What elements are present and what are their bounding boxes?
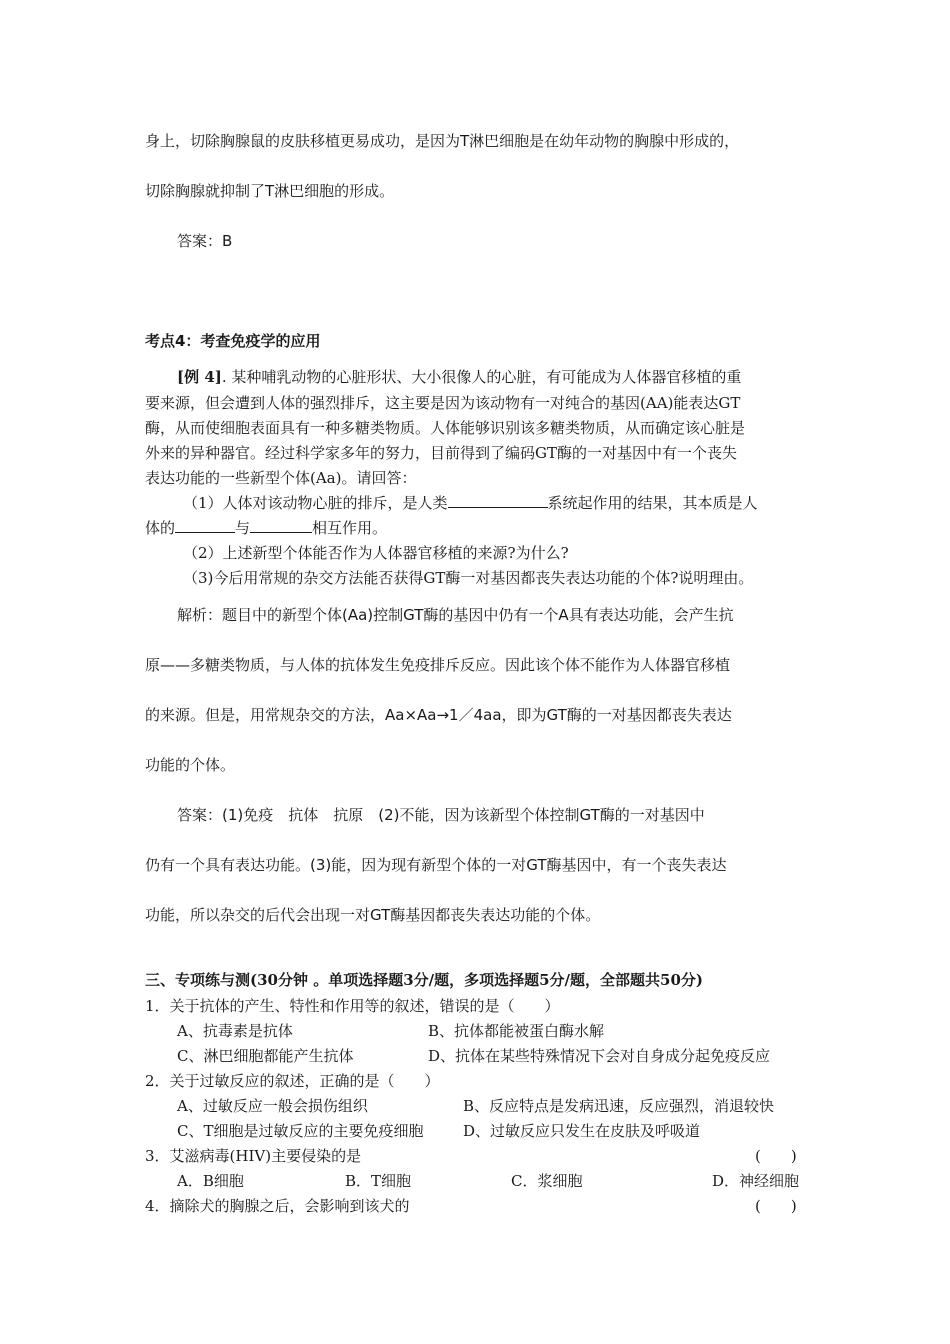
analysis-line: 原——多糖类物质，与人体的抗体发生免疫排斥反应。因此该个体不能作为人体器官移植 (145, 656, 731, 674)
question-line: 1．关于抗体的产生、特性和作用等的叙述，错误的是（ ） (145, 997, 560, 1015)
paragraph-line: 切除胸腺就抑制了T淋巴细胞的形成。 (145, 182, 395, 200)
option-C: C、T细胞是过敏反应的主要免疫细胞 (177, 1122, 424, 1140)
answer-line: 仍有一个具有表达功能。(3)能，因为现有新型个体的一对GT酶基因中，有一个丧失表达 (145, 856, 727, 874)
option-B: B、反应特点是发病迅速，反应强烈，消退较快 (463, 1097, 775, 1115)
option-D: D、过敏反应只发生在皮肤及呼吸道 (463, 1122, 701, 1140)
example-text: . 某种哺乳动物的心脏形状、大小很像人的心脏，有可能成为人体器官移植的重 (221, 368, 742, 386)
analysis-line: 的来源。但是，用常规杂交的方法，Aa×Aa→1／4aa，即为GT酶的一对基因都丧失表达 (145, 706, 732, 724)
option-A: A、过敏反应一般会损伤组织 (177, 1097, 368, 1115)
example-line: 外来的异种器官。经过科学家多年的努力，目前得到了编码GT酶的一对基因中有一个丧失 (145, 444, 737, 462)
analysis-line: 功能的个体。 (145, 756, 236, 774)
practice-heading: 三、专项练与测(30分钟 。单项选择题3分/题，多项选择题5分/题，全部题共50分) (145, 971, 703, 989)
answer-paren: ( ) (755, 1197, 797, 1215)
example-label: [例 4] (177, 368, 222, 386)
answer-line: 功能，所以杂交的后代会出现一对GT酶基因都丧失表达功能的个体。 (145, 906, 601, 924)
question-line: 4．摘除犬的胸腺之后，会影响到该犬的 (145, 1197, 410, 1215)
question-line: （3)今后用常规的杂交方法能否获得GT酶一对基因都丧失表达功能的个体?说明理由。 (183, 569, 754, 587)
example-line: 要来源，但会遭到人体的强烈排斥，这主要是因为该动物有一对纯合的基因(AA)能表达GT (145, 394, 741, 412)
analysis-line: 解析：题目中的新型个体(Aa)控制GT酶的基因中仍有一个A具有表达功能，会产生抗 (177, 606, 734, 624)
answer-blank (250, 518, 312, 533)
paragraph-line: 身上，切除胸腺鼠的皮肤移植更易成功，是因为T淋巴细胞是在幼年动物的胸腺中形成的， (145, 132, 740, 150)
example-line: 酶，从而使细胞表面具有一种多糖类物质。人体能够识别该多糖类物质，从而确定该心脏是 (145, 419, 746, 437)
question-line (145, 517, 387, 538)
question-text: 体的 (145, 519, 176, 537)
answer-blank (175, 518, 235, 533)
option-A: A．B细胞 (177, 1172, 244, 1190)
example-line (177, 366, 741, 387)
question-text: 相互作用。 (312, 519, 388, 537)
option-A: A、抗毒素是抗体 (177, 1022, 293, 1040)
question-line: 2．关于过敏反应的叙述，正确的是（ ） (145, 1072, 440, 1090)
question-line: 3．艾滋病毒(HIV)主要侵染的是 (145, 1147, 362, 1165)
question-text: 系统起作用的结果，其本质是人 (547, 494, 758, 512)
question-line: （2）上述新型个体能否作为人体器官移植的来源?为什么? (183, 544, 569, 562)
option-D: D．神经细胞 (712, 1172, 800, 1190)
option-C: C．浆细胞 (511, 1172, 583, 1190)
option-D: D、抗体在某些特殊情况下会对自身成分起免疫反应 (428, 1047, 771, 1065)
example-line: 表达功能的一些新型个体(Aa)。请回答： (145, 469, 417, 487)
option-C: C、淋巴细胞都能产生抗体 (177, 1047, 354, 1065)
question-line (183, 492, 758, 513)
question-text: （1）人体对该动物心脏的排斥，是人类 (183, 494, 448, 512)
answer-line: 答案：B (177, 232, 233, 250)
section-heading: 考点4：考查免疫学的应用 (145, 332, 321, 350)
option-B: B．T细胞 (345, 1172, 412, 1190)
answer-line: 答案：(1)免疫 抗体 抗原 (2)不能，因为该新型个体控制GT酶的一对基因中 (177, 806, 705, 824)
answer-paren: ( ) (755, 1147, 797, 1165)
option-B: B、抗体都能被蛋白酶水解 (428, 1022, 605, 1040)
question-text: 与 (235, 519, 251, 537)
answer-blank (448, 493, 548, 508)
